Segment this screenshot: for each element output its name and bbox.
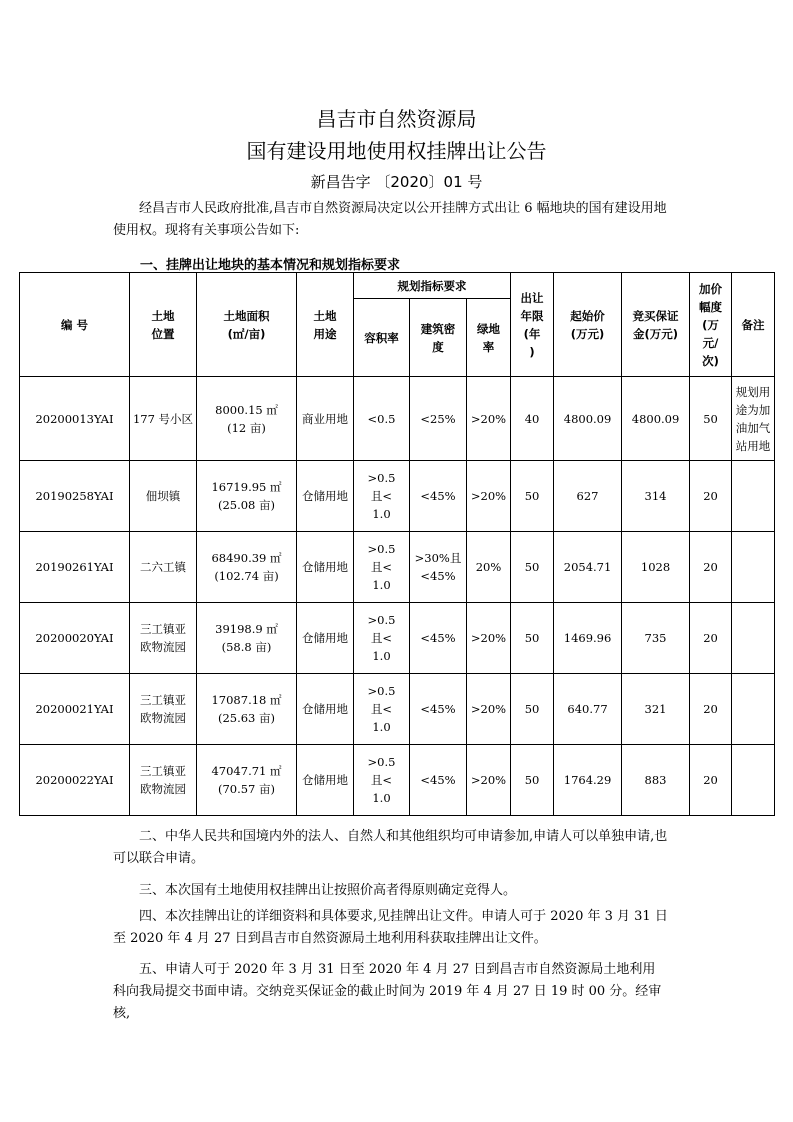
header-area: 土地面积 (㎡/亩) [197, 273, 297, 377]
header-remark: 备注 [732, 273, 775, 377]
cell-density: <45% [410, 603, 467, 674]
cell-density: <25% [410, 377, 467, 461]
cell-remark [732, 745, 775, 816]
header-start-price: 起始价 (万元) [554, 273, 622, 377]
document-number: 新昌告字 〔2020〕01 号 [310, 173, 483, 191]
cell-term: 40 [511, 377, 554, 461]
cell-use: 仓储用地 [297, 532, 354, 603]
header-green: 绿地 率 [467, 299, 511, 377]
cell-deposit: 883 [622, 745, 690, 816]
table-row [20, 532, 775, 603]
cell-deposit: 4800.09 [622, 377, 690, 461]
cell-id: 20200022YAI [20, 745, 130, 816]
cell-term: 50 [511, 532, 554, 603]
cell-remark [732, 603, 775, 674]
header-location: 土地 位置 [130, 273, 197, 377]
cell-increment: 20 [690, 603, 732, 674]
org-title: 昌吉市自然资源局 [316, 107, 477, 131]
cell-density: >30%且 <45% [410, 532, 467, 603]
cell-start-price: 627 [554, 461, 622, 532]
cell-term: 50 [511, 745, 554, 816]
cell-deposit: 735 [622, 603, 690, 674]
cell-area: 47047.71 ㎡ (70.57 亩) [197, 745, 297, 816]
table-row [20, 745, 775, 816]
paragraph-3: 三、本次国有土地使用权挂牌出让按照价高者得原则确定竞得人。 [139, 883, 517, 898]
table-row [20, 603, 775, 674]
cell-remark [732, 532, 775, 603]
paragraph-5: 五、申请人可于 2020 年 3 月 31 日至 2020 年 4 月 27 日到昌吉市自然资源局土地利用科向我局提交书面申请。交纳竞买保证金的截止时间为 2019 年 4 月 27 日 19 时 00 分。经审核, [113, 962, 662, 1021]
intro-paragraph: 经昌吉市人民政府批准,昌吉市自然资源局决定以公开挂牌方式出让 6 幅地块的国有建设用地使用权。现将有关事项公告如下: [113, 201, 667, 238]
cell-id: 20200021YAI [20, 674, 130, 745]
cell-far: >0.5 且< 1.0 [354, 745, 410, 816]
cell-term: 50 [511, 674, 554, 745]
header-far: 容积率 [354, 299, 410, 377]
cell-area: 39198.9 ㎡ (58.8 亩) [197, 603, 297, 674]
cell-area: 16719.95 ㎡ (25.08 亩) [197, 461, 297, 532]
table-row [20, 461, 775, 532]
paragraph-4: 四、本次挂牌出让的详细资料和具体要求,见挂牌出让文件。申请人可于 2020 年 3 月 31 日至 2020 年 4 月 27 日到昌吉市自然资源局土地利用科获取挂牌出让文件。 [113, 909, 668, 946]
header-density: 建筑密 度 [410, 299, 467, 377]
cell-increment: 20 [690, 745, 732, 816]
cell-green: 20% [467, 532, 511, 603]
cell-start-price: 2054.71 [554, 532, 622, 603]
cell-location: 三工镇亚 欧物流园 [130, 674, 197, 745]
cell-id: 20190261YAI [20, 532, 130, 603]
cell-use: 商业用地 [297, 377, 354, 461]
section1-heading: 一、挂牌出让地块的基本情况和规划指标要求 [140, 258, 401, 273]
cell-start-price: 4800.09 [554, 377, 622, 461]
cell-area: 8000.15 ㎡ (12 亩) [197, 377, 297, 461]
notice-title: 国有建设用地使用权挂牌出让公告 [246, 139, 547, 163]
cell-remark [732, 674, 775, 745]
table-row [20, 377, 775, 461]
cell-remark [732, 461, 775, 532]
cell-increment: 20 [690, 532, 732, 603]
cell-far: >0.5 且< 1.0 [354, 603, 410, 674]
cell-use: 仓储用地 [297, 461, 354, 532]
cell-deposit: 1028 [622, 532, 690, 603]
cell-far: >0.5 且< 1.0 [354, 461, 410, 532]
header-id: 编 号 [20, 273, 130, 377]
cell-area: 17087.18 ㎡ (25.63 亩) [197, 674, 297, 745]
cell-green: >20% [467, 603, 511, 674]
cell-density: <45% [410, 461, 467, 532]
cell-use: 仓储用地 [297, 603, 354, 674]
land-parcel-table [19, 272, 775, 816]
header-use: 土地 用途 [297, 273, 354, 377]
cell-start-price: 1764.29 [554, 745, 622, 816]
cell-increment: 50 [690, 377, 732, 461]
cell-increment: 20 [690, 674, 732, 745]
cell-start-price: 640.77 [554, 674, 622, 745]
header-deposit: 竞买保证 金(万元) [622, 273, 690, 377]
cell-location: 佃坝镇 [130, 461, 197, 532]
header-planning: 规划指标要求 [354, 273, 511, 299]
cell-deposit: 321 [622, 674, 690, 745]
header-increment: 加价 幅度 (万 元/ 次) [690, 273, 732, 377]
cell-id: 20190258YAI [20, 461, 130, 532]
cell-green: >20% [467, 461, 511, 532]
cell-use: 仓储用地 [297, 745, 354, 816]
cell-density: <45% [410, 745, 467, 816]
cell-term: 50 [511, 603, 554, 674]
cell-location: 三工镇亚 欧物流园 [130, 745, 197, 816]
table-row [20, 674, 775, 745]
cell-term: 50 [511, 461, 554, 532]
cell-green: >20% [467, 377, 511, 461]
cell-density: <45% [410, 674, 467, 745]
cell-far: >0.5 且< 1.0 [354, 532, 410, 603]
cell-far: <0.5 [354, 377, 410, 461]
cell-location: 二六工镇 [130, 532, 197, 603]
cell-area: 68490.39 ㎡ (102.74 亩) [197, 532, 297, 603]
cell-green: >20% [467, 674, 511, 745]
header-term: 出让 年限 (年 ) [511, 273, 554, 377]
cell-remark: 规划用 途为加 油加气 站用地 [732, 377, 775, 461]
cell-id: 20200013YAI [20, 377, 130, 461]
cell-use: 仓储用地 [297, 674, 354, 745]
cell-start-price: 1469.96 [554, 603, 622, 674]
cell-id: 20200020YAI [20, 603, 130, 674]
cell-deposit: 314 [622, 461, 690, 532]
cell-far: >0.5 且< 1.0 [354, 674, 410, 745]
cell-increment: 20 [690, 461, 732, 532]
paragraph-2: 二、中华人民共和国境内外的法人、自然人和其他组织均可申请参加,申请人可以单独申请,也可以联合申请。 [113, 829, 668, 866]
cell-green: >20% [467, 745, 511, 816]
cell-location: 177 号小区 [130, 377, 197, 461]
cell-location: 三工镇亚 欧物流园 [130, 603, 197, 674]
